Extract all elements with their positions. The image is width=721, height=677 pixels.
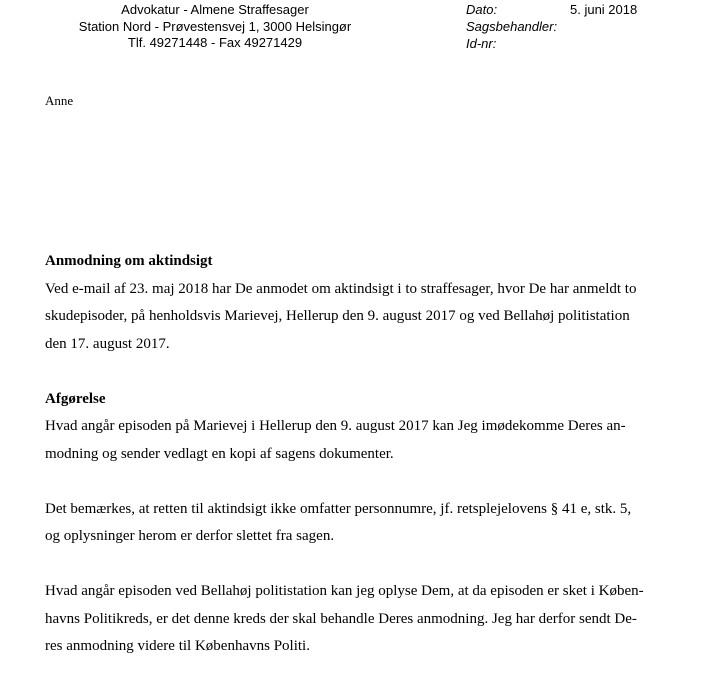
paragraph-line: res anmodning videre til Københavns Politi. bbox=[45, 638, 310, 654]
meta-label-case-handler: Sagsbehandler: bbox=[466, 19, 558, 34]
spacer bbox=[45, 468, 685, 496]
paragraph-line: Ved e-mail af 23. maj 2018 har De anmodet om aktindsigt i to straffesager, hvor De har anmeldt to bbox=[45, 280, 637, 297]
spacer bbox=[45, 551, 685, 579]
paragraph-line: Hvad angår episoden ved Bellahøj politistation kan jeg oplyse Dem, at da episoden er sket i Køben- bbox=[45, 583, 644, 599]
recipient-name: Anne bbox=[45, 93, 74, 108]
meta-label-id: Id-nr: bbox=[466, 36, 497, 51]
meta-label-date: Dato: bbox=[466, 2, 498, 17]
meta-value-date: 5. juni 2018 bbox=[570, 2, 638, 17]
paragraph-decision-marievej bbox=[45, 413, 685, 468]
paragraph-line: Hvad angår episoden på Marievej i Hellerup den 9. august 2017 kan Jeg imødekomme Deres an- bbox=[45, 418, 626, 434]
paragraph-line: skudepisoder, på henholdsvis Marievej, Hellerup den 9. august 2017 og ved Bellahøj politistation bbox=[45, 308, 630, 324]
paragraph-line: og oplysninger herom er derfor slettet fra sagen. bbox=[45, 528, 335, 544]
letterhead-meta bbox=[466, 1, 637, 52]
org-line-address: Station Nord - Prøvestensvej 1, 3000 Helsingør bbox=[78, 18, 352, 34]
paragraph-line: den 17. august 2017. bbox=[45, 335, 170, 352]
section-heading-decision: Afgørelse bbox=[45, 390, 106, 407]
paragraph-line: havns Politikreds, er det denne kreds der skal behandle Deres anmodning. Jeg har derfor sendt De- bbox=[45, 610, 637, 627]
letterhead-organization bbox=[60, 2, 370, 52]
meta-row-id bbox=[466, 35, 637, 52]
spacer bbox=[45, 358, 685, 386]
section-heading-request: Anmodning om aktindsigt bbox=[45, 253, 213, 269]
paragraph-bellahoj bbox=[45, 578, 685, 661]
paragraph-line: Det bemærkes, at retten til aktindsigt ikke omfatter personnumre, jf. retsplejelovens § 41 e, stk. 5, bbox=[45, 500, 632, 517]
org-line-phone: Tlf. 49271448 - Fax 49271429 bbox=[127, 35, 303, 50]
meta-row-date bbox=[466, 1, 637, 18]
org-line-department: Advokatur - Almene Straffesager bbox=[121, 2, 309, 17]
paragraph-request bbox=[45, 276, 685, 359]
paragraph-cpr-note bbox=[45, 496, 685, 551]
meta-row-case-handler bbox=[466, 18, 637, 35]
paragraph-line: modning og sender vedlagt en kopi af sagens dokumenter. bbox=[45, 445, 394, 462]
letter-body bbox=[45, 248, 685, 661]
